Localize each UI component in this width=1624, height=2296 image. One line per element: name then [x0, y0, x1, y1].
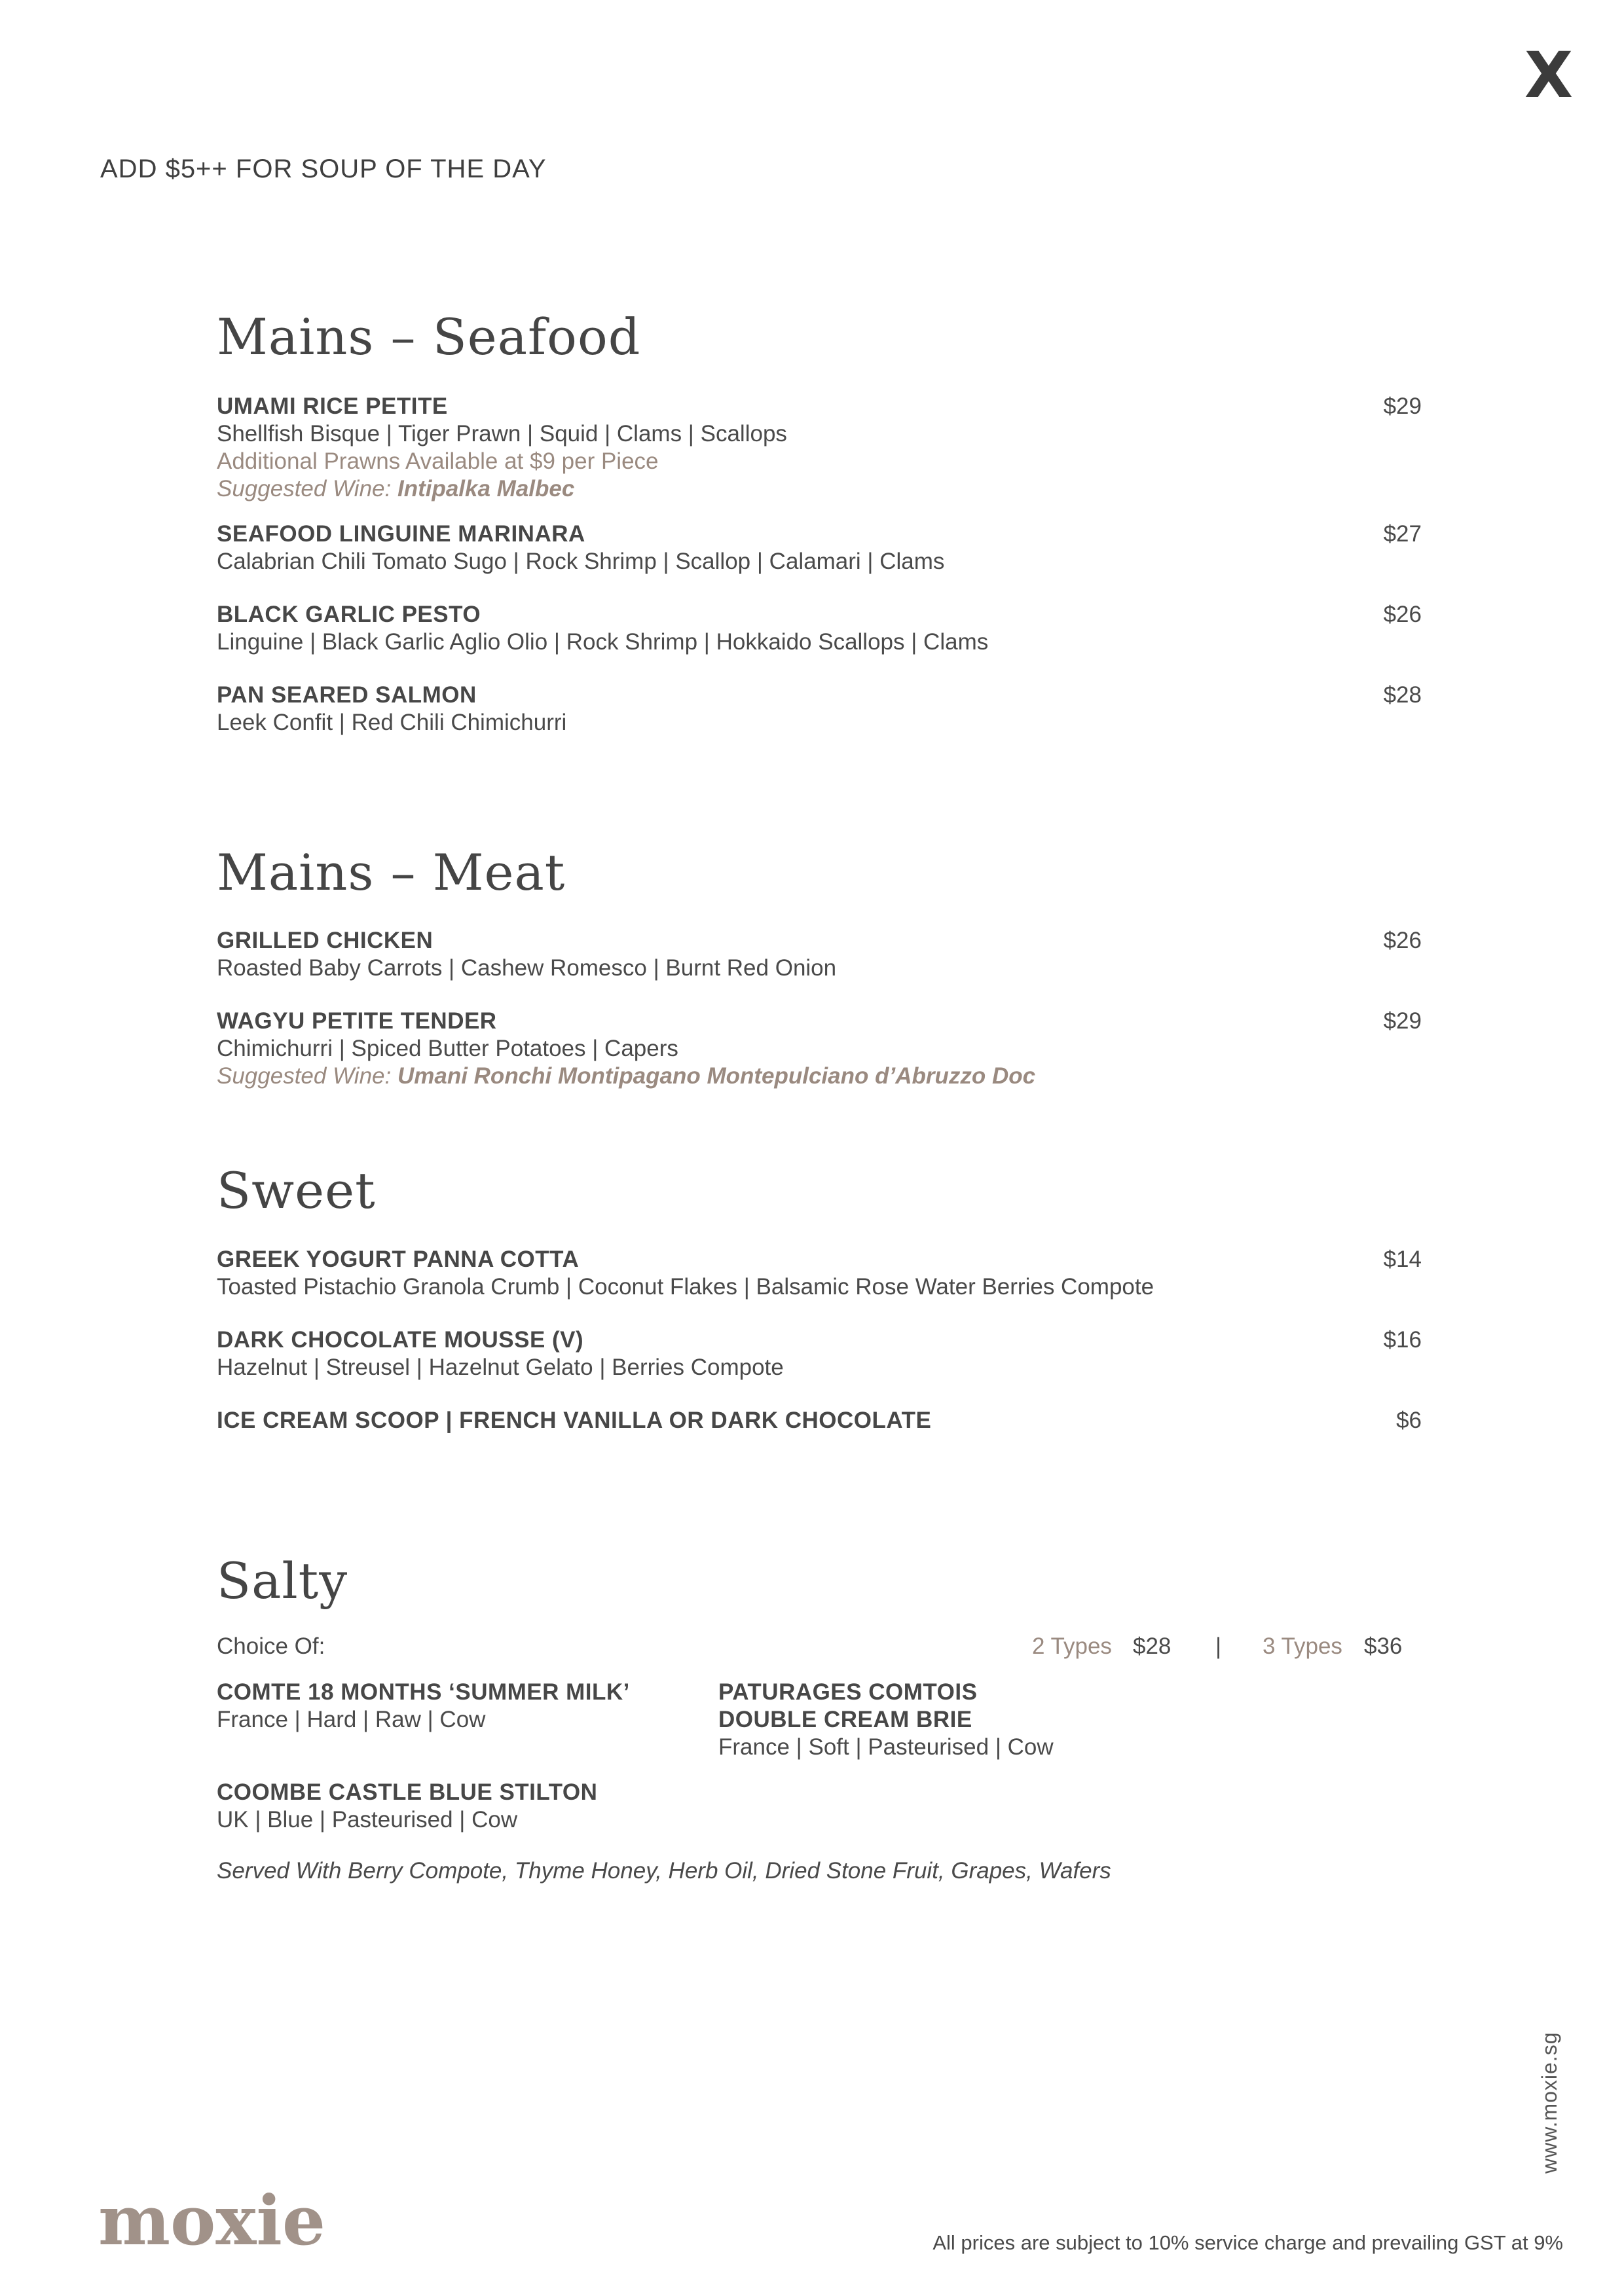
section-title-seafood: Mains – Seafood: [217, 308, 641, 366]
item-name: PAN SEARED SALMON: [217, 682, 477, 708]
item-price: $29: [1383, 1008, 1422, 1034]
suggested-wine: [217, 1063, 1422, 1090]
cheese-item: [217, 1779, 597, 1834]
item-price: $26: [1383, 602, 1422, 627]
section-title-meat: Mains – Meat: [217, 843, 566, 902]
menu-item: [217, 1326, 1422, 1381]
section-title-salty: Salty: [217, 1552, 348, 1610]
price-disclaimer: All prices are subject to 10% service charge and prevailing GST at 9%: [932, 2231, 1563, 2254]
item-description: Hazelnut | Streusel | Hazelnut Gelato | Berries Compote: [217, 1355, 784, 1380]
menu-item: [217, 1008, 1422, 1090]
item-extra-note: Additional Prawns Available at $9 per Piece: [217, 448, 659, 474]
menu-item: [217, 393, 1422, 503]
item-price: $28: [1383, 682, 1422, 708]
cheese-description: UK | Blue | Pasteurised | Cow: [217, 1807, 518, 1832]
suggested-wine: [217, 475, 1422, 503]
cheese-pricing-row: [217, 1633, 1422, 1663]
item-description: Roasted Baby Carrots | Cashew Romesco | Burnt Red Onion: [217, 955, 837, 981]
item-price: $27: [1383, 521, 1422, 547]
menu-item: [217, 682, 1422, 737]
wine-label: Suggested Wine:: [217, 1063, 397, 1089]
item-price: $14: [1383, 1247, 1422, 1272]
cheese-item: [217, 1679, 630, 1734]
website-link[interactable]: www.moxie.sg: [1538, 2032, 1561, 2174]
item-name: ICE CREAM SCOOP | FRENCH VANILLA OR DARK CHOCOLATE: [217, 1408, 932, 1433]
menu-item: [217, 601, 1422, 656]
item-name: UMAMI RICE PETITE: [217, 393, 448, 419]
moxie-logo: moxie: [98, 2180, 326, 2261]
menu-item: [217, 927, 1422, 982]
wine-name: Umani Ronchi Montipagano Montepulciano d’Abruzzo Doc: [397, 1063, 1036, 1089]
section-title-sweet: Sweet: [217, 1161, 376, 1220]
item-description: Calabrian Chili Tomato Sugo | Rock Shrimp | Scallop | Calamari | Clams: [217, 549, 945, 574]
close-icon[interactable]: X: [1524, 39, 1573, 112]
menu-item: [217, 520, 1422, 575]
soup-note: ADD $5++ FOR SOUP OF THE DAY: [100, 155, 547, 183]
menu-item: [217, 1407, 1422, 1434]
three-types-label: 3 Types: [1263, 1633, 1342, 1659]
cheese-item: [718, 1679, 1054, 1761]
cheese-name-line1: PATURAGES COMTOIS: [718, 1679, 978, 1705]
item-price: $16: [1383, 1327, 1422, 1353]
wine-label: Suggested Wine:: [217, 476, 397, 501]
menu-item: [217, 1246, 1422, 1301]
item-description: Leek Confit | Red Chili Chimichurri: [217, 710, 567, 735]
item-description: Shellfish Bisque | Tiger Prawn | Squid | Clams | Scallops: [217, 421, 787, 446]
choice-label: Choice Of:: [217, 1633, 325, 1659]
two-types-price: $28: [1133, 1633, 1172, 1659]
item-description: Toasted Pistachio Granola Crumb | Coconut Flakes | Balsamic Rose Water Berries Compote: [217, 1274, 1154, 1300]
served-with-note: Served With Berry Compote, Thyme Honey, Herb Oil, Dried Stone Fruit, Grapes, Wafers: [217, 1858, 1111, 1884]
cheese-name: COMTE 18 MONTHS ‘SUMMER MILK’: [217, 1679, 630, 1705]
cheese-description: France | Soft | Pasteurised | Cow: [718, 1734, 1054, 1760]
item-price: $29: [1383, 393, 1422, 419]
item-price: $26: [1383, 928, 1422, 953]
two-types-label: 2 Types: [1032, 1633, 1112, 1659]
pricing-separator: |: [1215, 1633, 1222, 1659]
item-name: GRILLED CHICKEN: [217, 928, 434, 953]
wine-name: Intipalka Malbec: [397, 476, 575, 501]
item-description: Linguine | Black Garlic Aglio Olio | Rock Shrimp | Hokkaido Scallops | Clams: [217, 629, 989, 655]
item-name: SEAFOOD LINGUINE MARINARA: [217, 521, 585, 547]
cheese-name-line2: DOUBLE CREAM BRIE: [718, 1707, 972, 1732]
item-name: BLACK GARLIC PESTO: [217, 602, 481, 627]
item-description: Chimichurri | Spiced Butter Potatoes | Capers: [217, 1036, 678, 1061]
item-name: WAGYU PETITE TENDER: [217, 1008, 497, 1034]
item-name: DARK CHOCOLATE MOUSSE (V): [217, 1327, 584, 1353]
cheese-name: COOMBE CASTLE BLUE STILTON: [217, 1779, 598, 1805]
item-price: $6: [1396, 1408, 1422, 1433]
cheese-description: France | Hard | Raw | Cow: [217, 1707, 486, 1732]
item-name: GREEK YOGURT PANNA COTTA: [217, 1247, 580, 1272]
three-types-price: $36: [1364, 1633, 1403, 1659]
